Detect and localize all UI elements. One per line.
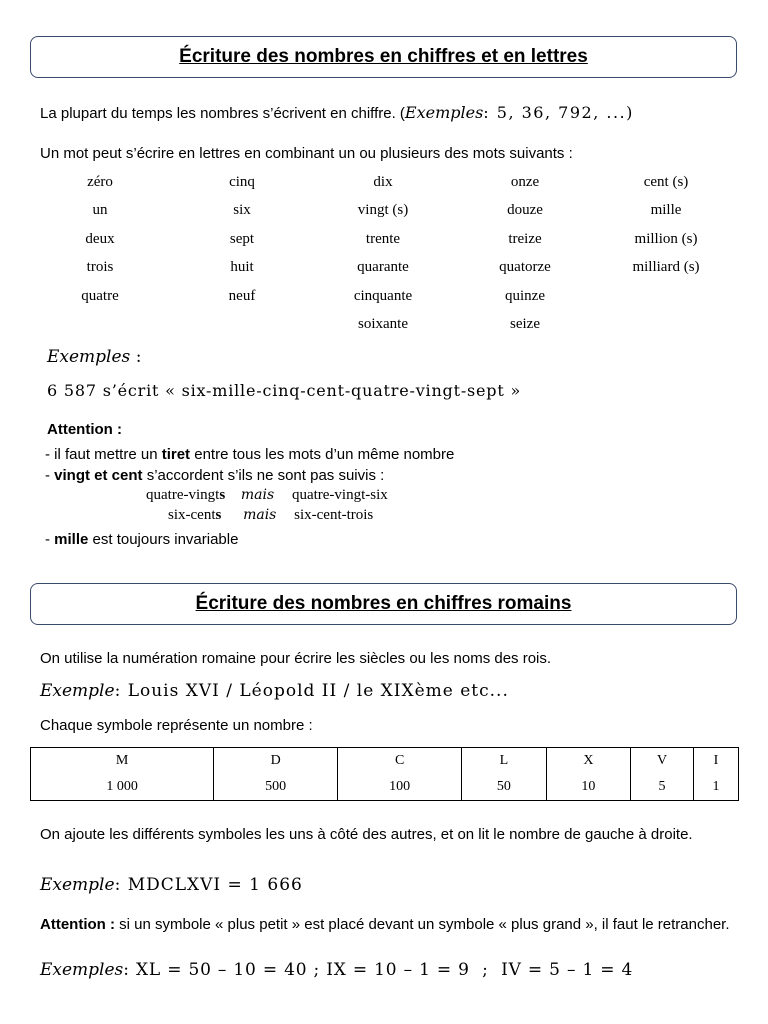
agreement-example-1 bbox=[146, 487, 388, 504]
word-column-2 bbox=[172, 174, 312, 316]
word-column-4 bbox=[455, 174, 595, 344]
symbol-cell: I bbox=[693, 748, 738, 775]
agreement-example-2 bbox=[168, 507, 373, 524]
roman-example-2 bbox=[40, 875, 303, 895]
ex2-mais: mais bbox=[243, 507, 277, 523]
word: mille bbox=[650, 202, 682, 219]
word: milliard (s) bbox=[632, 259, 700, 276]
word: seize bbox=[510, 315, 540, 332]
word: onze bbox=[510, 174, 540, 190]
table-row bbox=[31, 748, 739, 775]
section2-title-box bbox=[30, 583, 737, 625]
roman-attention bbox=[40, 915, 730, 934]
word-column-5 bbox=[596, 174, 736, 288]
word: treize bbox=[508, 230, 542, 247]
examples-label: Exemples bbox=[47, 347, 131, 367]
examples-colon: : bbox=[130, 347, 142, 367]
roman-attention-label: Attention : bbox=[40, 916, 115, 933]
section1-title: Écriture des nombres en chiffres et en lettres bbox=[179, 46, 588, 67]
rule-2-suffix: s’accordent s’ils ne sont pas suivis : bbox=[142, 467, 385, 484]
value-cell: 5 bbox=[631, 774, 694, 801]
word: cinq bbox=[229, 174, 255, 190]
word: quarante bbox=[357, 259, 409, 276]
roman-examples-3-text: : XL = 50 – 10 = 40 ; IX = 10 – 1 = 9 ; IV = 5 – 1 = 4 bbox=[123, 960, 634, 980]
roman-example-2-text: : MDCLXVI = 1 666 bbox=[114, 875, 303, 895]
value-cell: 500 bbox=[214, 774, 338, 801]
table-row bbox=[31, 774, 739, 801]
word-column-3 bbox=[313, 174, 453, 344]
ex1-right: quatre-vingt-six bbox=[291, 487, 388, 503]
attention-label: Attention : bbox=[47, 421, 122, 438]
symbol-cell: L bbox=[462, 748, 547, 775]
symbol-cell: C bbox=[338, 748, 462, 775]
word: deux bbox=[85, 230, 115, 247]
value-cell: 100 bbox=[338, 774, 462, 801]
symbol-cell: X bbox=[546, 748, 631, 775]
word: trois bbox=[86, 259, 114, 276]
word: cent (s) bbox=[643, 174, 689, 190]
word: douze bbox=[507, 202, 543, 219]
ex2-left: six-cent bbox=[168, 507, 216, 523]
intro-paragraph bbox=[40, 103, 634, 122]
ex2-left-bold: s bbox=[215, 507, 222, 523]
add-text: On ajoute les différents symboles les uns à côté des autres, et on lit le nombre de gauche à droite. bbox=[40, 826, 693, 843]
roman-table bbox=[30, 747, 739, 801]
intro-examples-values: : 5, 36, 792, ...) bbox=[483, 103, 634, 122]
rule-2-prefix: - bbox=[45, 467, 55, 484]
symbol-cell: V bbox=[631, 748, 694, 775]
symbol-cell: D bbox=[214, 748, 338, 775]
rule-3-suffix: est toujours invariable bbox=[88, 531, 239, 548]
value-cell: 50 bbox=[462, 774, 547, 801]
section1-title-box bbox=[30, 36, 737, 78]
rule-2 bbox=[45, 467, 384, 484]
roman-examples-3 bbox=[40, 960, 633, 980]
word: zéro bbox=[87, 174, 113, 190]
examples-heading bbox=[47, 347, 141, 367]
word: six bbox=[233, 202, 251, 219]
rule-3-prefix: - bbox=[45, 531, 55, 548]
combine-text: Un mot peut s’écrire en lettres en combinant un ou plusieurs des mots suivants : bbox=[40, 145, 573, 162]
roman-example bbox=[40, 681, 509, 701]
roman-example-text: : Louis XVI / Léopold II / le XIXème etc... bbox=[114, 681, 509, 701]
rule-3 bbox=[45, 531, 238, 548]
rule-1-prefix: - il faut mettre un bbox=[45, 446, 162, 463]
rule-2-bold: vingt et cent bbox=[54, 467, 143, 484]
word: cinquante bbox=[353, 287, 413, 304]
word-column-1 bbox=[30, 174, 170, 316]
word: neuf bbox=[228, 287, 256, 304]
word: dix bbox=[373, 174, 393, 190]
value-cell: 1 000 bbox=[31, 774, 214, 801]
example-line: 6 587 s’écrit « six-mille-cinq-cent-quatre-vingt-sept » bbox=[47, 381, 522, 400]
symbol-text: Chaque symbole représente un nombre : bbox=[40, 717, 313, 734]
word: quinze bbox=[505, 287, 545, 304]
ex2-right: six-cent-trois bbox=[294, 507, 374, 523]
symbol-cell: M bbox=[31, 748, 214, 775]
intro-text: La plupart du temps les nombres s’écrivent en chiffre. ( bbox=[40, 105, 405, 122]
word: sept bbox=[229, 230, 255, 247]
rule-1-bold: tiret bbox=[161, 446, 191, 463]
roman-examples-3-label: Exemples bbox=[40, 960, 124, 980]
word: vingt (s) bbox=[357, 202, 409, 219]
word: huit bbox=[230, 259, 254, 276]
value-cell: 10 bbox=[546, 774, 631, 801]
section2-title: Écriture des nombres en chiffres romains bbox=[195, 593, 572, 614]
ex1-mais: mais bbox=[240, 487, 275, 503]
ex1-left-bold: s bbox=[219, 487, 226, 503]
intro-examples-label: Exemples bbox=[404, 103, 484, 122]
roman-example-2-label: Exemple bbox=[40, 875, 115, 895]
roman-example-label: Exemple bbox=[40, 681, 115, 701]
ex1-left: quatre-vingt bbox=[146, 487, 220, 503]
roman-attention-text: si un symbole « plus petit » est placé devant un symbole « plus grand », il faut le retrancher. bbox=[114, 916, 730, 933]
word: quatorze bbox=[499, 259, 551, 276]
word: soixante bbox=[358, 315, 408, 332]
word: un bbox=[92, 202, 108, 219]
value-cell: 1 bbox=[693, 774, 738, 801]
word: million (s) bbox=[634, 230, 698, 247]
word: trente bbox=[365, 230, 401, 247]
roman-intro: On utilise la numération romaine pour écrire les siècles ou les noms des rois. bbox=[40, 650, 552, 667]
rule-1-suffix: entre tous les mots d’un même nombre bbox=[190, 446, 455, 463]
rule-1 bbox=[45, 446, 454, 463]
rule-3-bold: mille bbox=[54, 531, 89, 548]
word: quatre bbox=[81, 287, 119, 304]
